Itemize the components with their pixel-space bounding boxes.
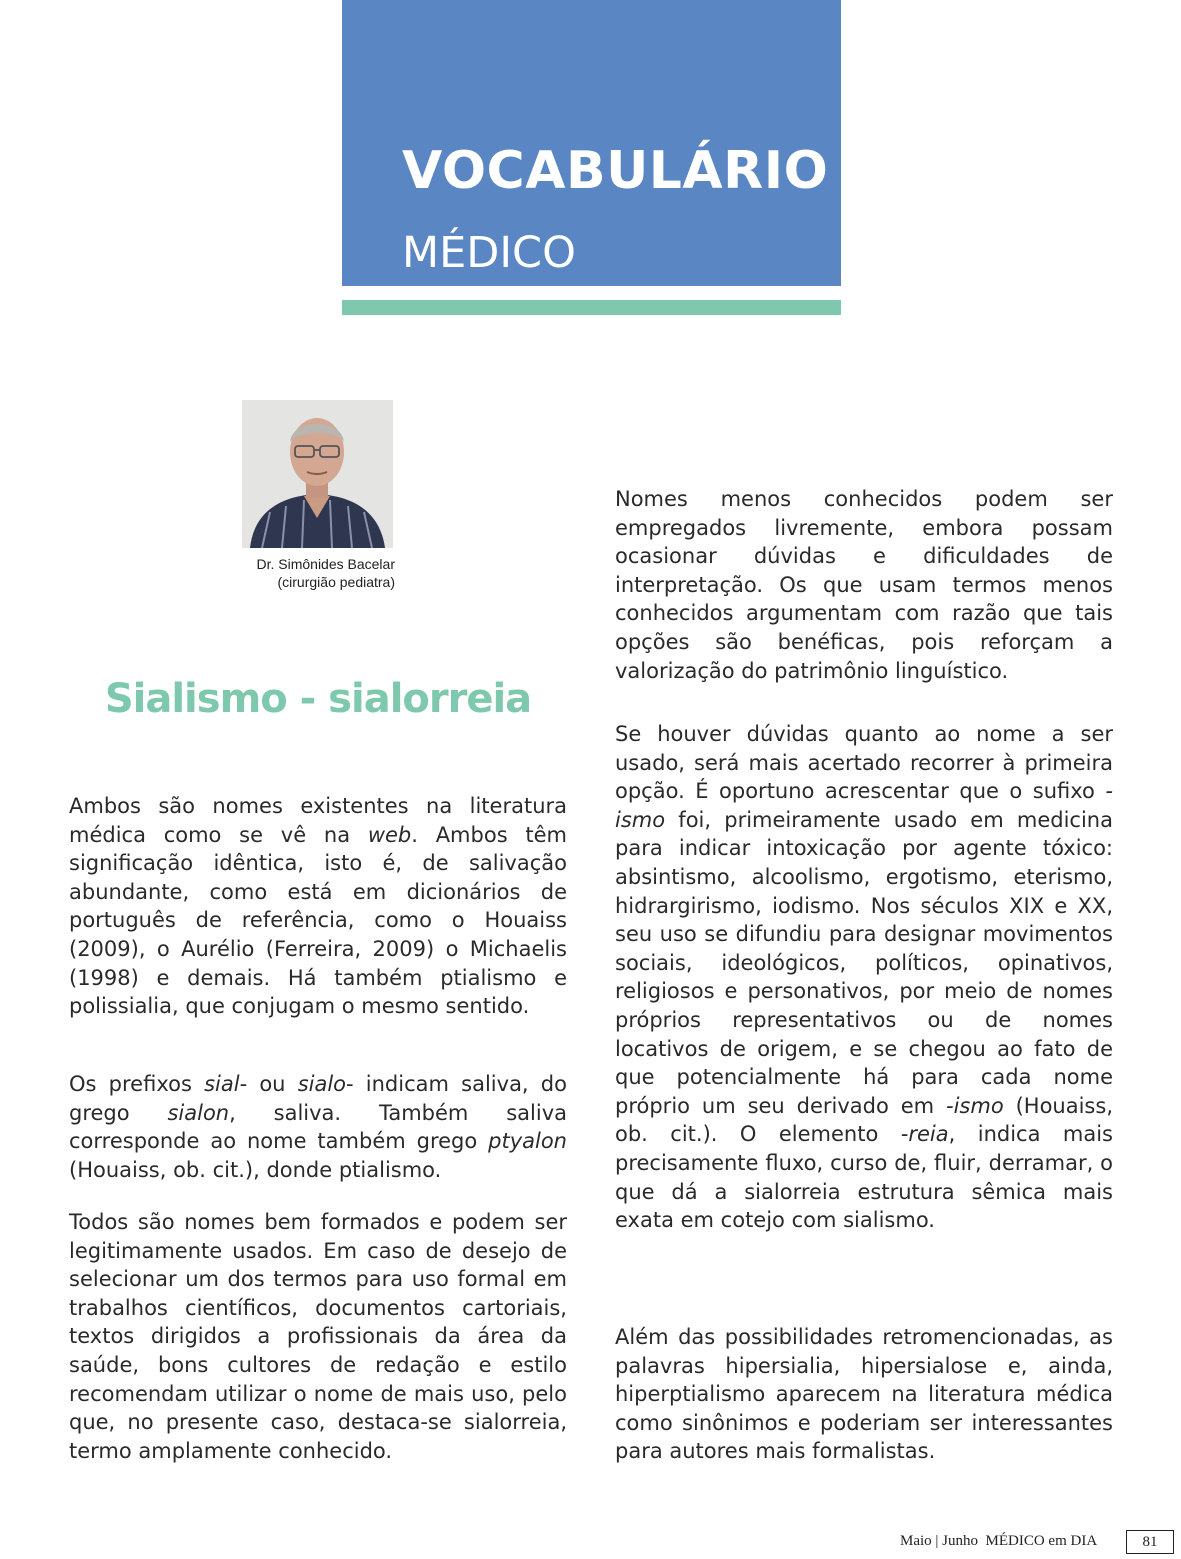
left-paragraph-1: Ambos são nomes existentes na literatura médica como se vê na web. Ambos têm significação idêntica, isto é, de salivação abundante, como está em dicionários de português de referência, como o Houaiss (2009), o Aurélio (Ferreira, 2009) o Michaelis (1998) e demais. Há também ptialismo e polissialia, que conjugam o mesmo sentido. (69, 794, 568, 1019)
page-title: VOCABULÁRIO (402, 141, 829, 201)
page-subtitle: MÉDICO (402, 228, 576, 278)
author-name: Dr. Simônides Bacelar (256, 556, 395, 572)
footer-issue: Maio | Junho (900, 1533, 979, 1549)
author-role: (cirurgião pediatra) (277, 574, 395, 590)
left-column (69, 792, 567, 1021)
right-column-3 (615, 1323, 1113, 1466)
left-paragraph-2: Os prefixos sial- ou sialo- indicam saliva, do grego sialon, saliva. Também saliva corresponde ao nome também grego ptyalon (Houaiss, ob. cit.), donde ptialismo. (69, 1072, 567, 1182)
section-title: Sialismo - sialorreia (104, 676, 532, 722)
right-paragraph-3: Além das possibilidades retromencionadas, as palavras hipersialia, hipersialose e, ainda, hiperptialismo aparecem na literatura médica como sinônimos e poderiam ser interessantes para autores mais formalistas. (615, 1325, 1113, 1464)
right-column (615, 485, 1113, 685)
left-column-2 (69, 1070, 567, 1184)
header-banner (342, 0, 841, 286)
right-paragraph-2: Se houver dúvidas quanto ao nome a ser usado, será mais acertado recorrer à primeira opção. É oportuno acrescentar que o sufixo -ismo foi, primeiramente usado em medicina para indicar intoxicação por agente tóxico: absintismo, alcoolismo, ergotismo, eterismo, hidrargirismo, iodismo. Nos séculos XIX e XX, seu uso se difundiu para designar movimentos sociais, ideológicos, políticos, opinativos, religiosos e personativos, por meio de nomes próprios representativos ou de nomes locativos de origem, e se chegou ao fato de que potencialmente há para cada nome próprio um seu derivado em -ismo (Houaiss, ob. cit.). O elemento -reia, indica mais precisamente fluxo, curso de, fluir, derramar, o que dá a sialorreia estrutura sêmica mais exata em cotejo com sialismo. (615, 722, 1113, 1233)
page-number: 81 (1126, 1530, 1174, 1554)
right-column-2 (615, 720, 1113, 1235)
accent-divider (342, 300, 841, 315)
right-paragraph-1: Nomes menos conhecidos podem ser empregados livremente, embora possam ocasionar dúvidas e dificuldades de interpretação. Os que usam termos menos conhecidos argumentam com razão que tais opções são benéficas, pois reforçam a valorização do patrimônio linguístico. (615, 487, 1113, 683)
left-column-3 (69, 1208, 567, 1465)
author-photo (242, 400, 393, 548)
footer-magazine: MÉDICO em DIA (985, 1533, 1098, 1549)
page-footer (900, 1533, 1097, 1550)
left-paragraph-3: Todos são nomes bem formados e podem ser legitimamente usados. Em caso de desejo de selecionar um dos termos para uso formal em trabalhos científicos, documentos cartoriais, textos dirigidos a profissionais da área da saúde, bons cultores de redação e estilo recomendam utilizar o nome de mais uso, pelo que, no presente caso, destaca-se sialorreia, termo amplamente conhecido. (69, 1210, 567, 1463)
